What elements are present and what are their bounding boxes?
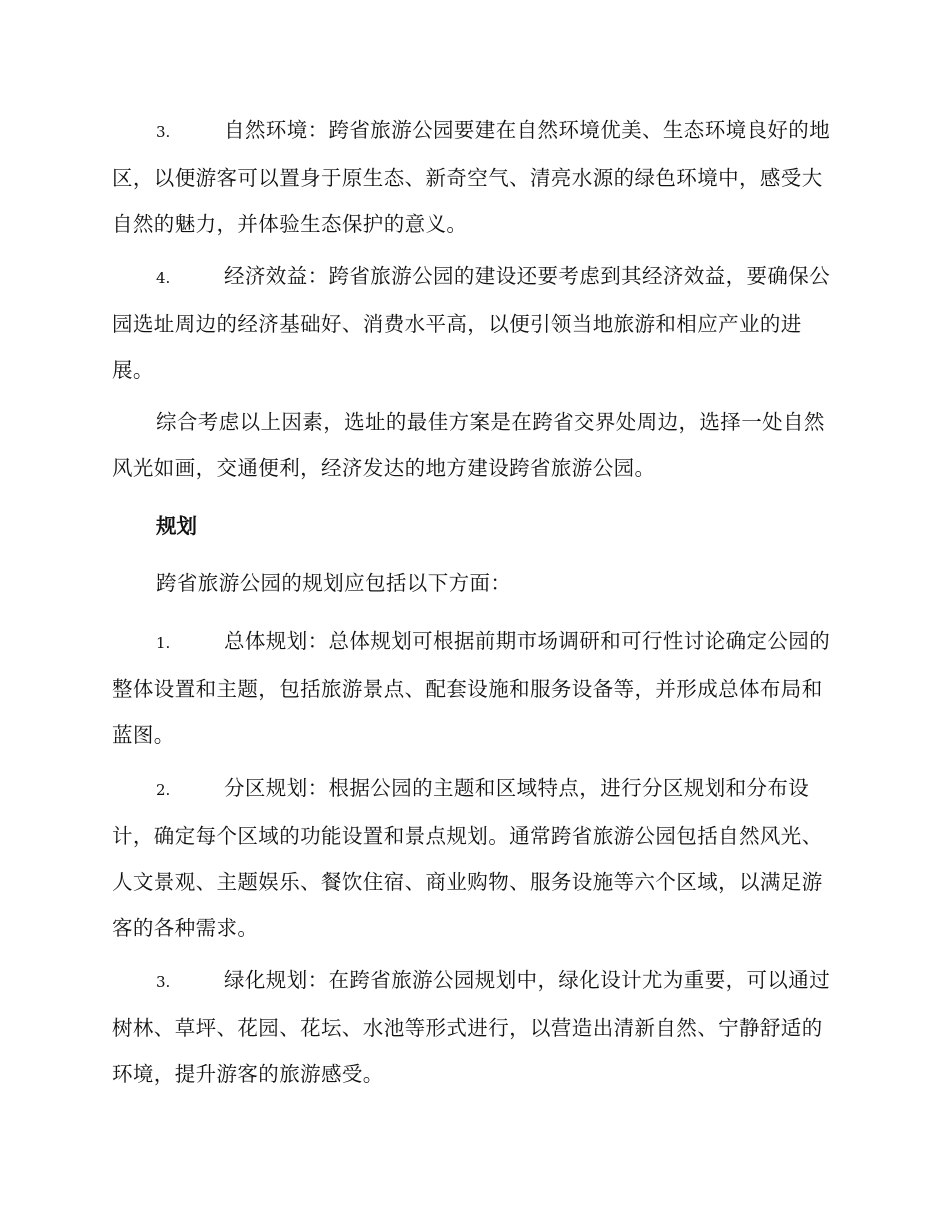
list-number: 2. [156,781,171,799]
list-number: 3. [156,123,171,141]
list-item-text: 分区规划：根据公园的主题和区域特点，进行分区规划和分布设计，确定每个区域的功能设置和景点规划。通常跨省旅游公园包括自然风光、人文景观、主题娱乐、餐饮住宿、商业购物、服务设施等六个区域，以满足游客的各种需求。 [112,776,823,940]
list-item-overall-plan [112,618,834,758]
list-item-text: 自然环境：跨省旅游公园要建在自然环境优美、生态环境良好的地区，以便游客可以置身于原生态、新奇空气、清亮水源的绿色环境中，感受大自然的魅力，并体验生态保护的意义。 [112,118,831,236]
list-item-text: 经济效益：跨省旅游公园的建设还要考虑到其经济效益，要确保公园选址周边的经济基础好、消费水平高，以便引领当地旅游和相应产业的进展。 [112,264,831,382]
section-heading: 规划 [156,514,197,538]
list-number: 3. [156,973,171,991]
list-item-text: 绿化规划：在跨省旅游公园规划中，绿化设计尤为重要，可以通过树林、草坪、花园、花坛、水池等形式进行，以营造出清新自然、宁静舒适的环境，提升游客的旅游感受。 [112,968,831,1086]
list-item-environment [112,107,834,247]
list-item-greening-plan [112,957,834,1097]
list-item-economy [112,253,834,393]
summary-paragraph: 综合考虑以上因素，选址的最佳方案是在跨省交界处周边，选择一处自然风光如画，交通便利，经济发达的地方建设跨省旅游公园。 [112,410,825,480]
list-number: 4. [156,269,171,287]
list-number: 1. [156,634,171,652]
list-item-text: 总体规划：总体规划可根据前期市场调研和可行性讨论确定公园的整体设置和主题，包括旅游景点、配套设施和服务设备等，并形成总体布局和蓝图。 [112,629,831,747]
intro-paragraph: 跨省旅游公园的规划应包括以下方面： [156,571,512,595]
list-item-zoning-plan [112,765,834,951]
